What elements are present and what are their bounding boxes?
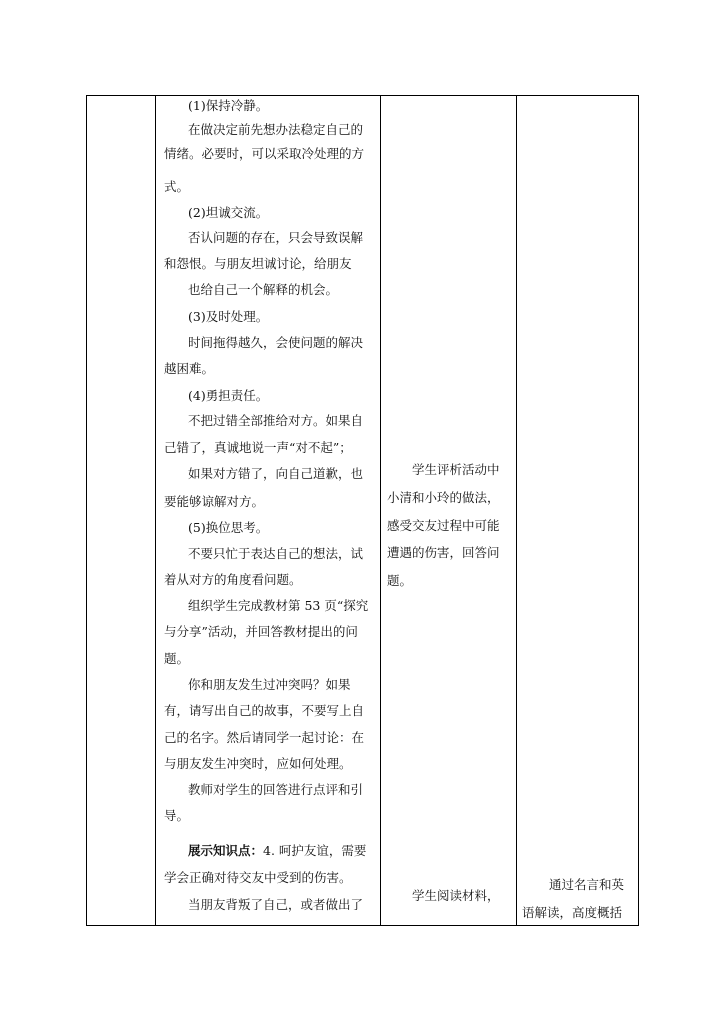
table-column-divider — [380, 95, 381, 926]
teacher-text: 要能够谅解对方。 — [164, 494, 265, 509]
teacher-text-line — [188, 598, 368, 614]
teacher-text-line — [164, 651, 189, 667]
teacher-text-line — [188, 843, 366, 859]
student-text-line: 题。 — [387, 573, 413, 588]
teacher-text: 有，请写出自己的故事，不要写上自 — [164, 703, 365, 718]
teacher-text: 你和朋友发生过冲突吗？如果 — [188, 677, 351, 692]
teacher-text-line — [188, 413, 363, 429]
table-border-left — [86, 95, 87, 926]
teacher-text: 当朋友背叛了自己，或者做出了 — [188, 897, 364, 912]
teacher-text: 己的名字。然后请同学一起讨论：在 — [164, 730, 365, 745]
table-column-divider — [516, 95, 517, 926]
teacher-text-line — [188, 677, 351, 693]
student-text-line: 小清和小玲的做法， — [387, 490, 500, 505]
teacher-text-line — [164, 179, 189, 195]
teacher-text: (1)保持冷静。 — [188, 98, 269, 113]
teacher-text: 情绪。必要时，可以采取冷处理的方 — [164, 146, 365, 161]
table-column-divider — [155, 95, 156, 926]
teacher-text: 和怨恨。与朋友坦诚讨论，给朋友 — [164, 256, 352, 271]
teacher-text-line — [164, 361, 214, 377]
student-text-line: 学生评析活动中 — [412, 462, 500, 477]
teacher-text-line — [164, 494, 264, 510]
teacher-text-line — [188, 546, 363, 562]
teacher-text: 学会正确对待交友中受到的伤害。 — [164, 870, 352, 885]
teacher-text: 导。 — [164, 808, 190, 823]
table-border-top — [86, 95, 639, 96]
teacher-text-line — [188, 122, 363, 138]
teacher-text: 题。 — [164, 651, 190, 666]
teacher-text-line — [164, 440, 352, 456]
student-text-line: 学生阅读材料， — [412, 888, 500, 903]
student-text-line: 感受交友过程中可能 — [387, 518, 500, 533]
teacher-text: 越困难。 — [164, 361, 215, 376]
teacher-text-line — [188, 230, 363, 246]
teacher-text: 也给自己一个解释的机会。 — [188, 282, 339, 297]
teacher-text-line — [164, 756, 352, 772]
teacher-text: 与朋友发生冲突时，应如何处理。 — [164, 756, 352, 771]
teacher-text: 如果对方错了，向自己道歉，也 — [188, 466, 364, 481]
teacher-text-line — [188, 782, 363, 798]
teacher-text: (5)换位思考。 — [188, 520, 269, 535]
teacher-text-line — [164, 146, 364, 162]
table-border-right — [638, 95, 639, 926]
teacher-text-line — [164, 730, 364, 746]
teacher-text-line — [188, 520, 268, 536]
teacher-text: 己错了，真诚地说一声“对不起”； — [164, 440, 352, 455]
teacher-text: 教师对学生的回答进行点评和引 — [188, 782, 364, 797]
teacher-text-line — [164, 808, 189, 824]
teacher-text-line — [188, 309, 268, 325]
teacher-text-line — [188, 388, 268, 404]
teacher-text: 着从对方的角度看问题。 — [164, 572, 302, 587]
teacher-text-line — [164, 572, 302, 588]
teacher-text: (2)坦诚交流。 — [188, 205, 269, 220]
teacher-text-line — [188, 205, 268, 221]
student-text-line: 遭遇的伤害，回答问 — [387, 545, 500, 560]
teacher-text-line — [188, 897, 363, 913]
teacher-text: 式。 — [164, 179, 190, 194]
intent-text-line: 语解读，高度概括 — [522, 905, 623, 920]
teacher-text-line — [188, 466, 363, 482]
teacher-text: 不把过错全部推给对方。如果自 — [188, 413, 364, 428]
teacher-text: 组织学生完成教材第 53 页“探究 — [188, 598, 369, 613]
table-border-bottom — [86, 925, 639, 926]
teacher-text-line — [188, 282, 338, 298]
knowledge-point-label: 展示知识点： — [188, 843, 264, 858]
teacher-text: 4. 呵护友谊，需要 — [263, 843, 367, 858]
teacher-text: 否认问题的存在，只会导致误解 — [188, 230, 364, 245]
teacher-text-line — [188, 98, 268, 114]
teacher-text-line — [164, 256, 352, 272]
teacher-text: 在做决定前先想办法稳定自己的 — [188, 122, 364, 137]
teacher-text-line — [164, 624, 358, 640]
teacher-text: (4)勇担责任。 — [188, 388, 269, 403]
teacher-text-line — [188, 335, 363, 351]
teacher-text: 与分享”活动，并回答教材提出的问 — [164, 624, 358, 639]
teacher-text: (3)及时处理。 — [188, 309, 269, 324]
teacher-text: 时间拖得越久，会使问题的解决 — [188, 335, 364, 350]
teacher-text: 不要只忙于表达自己的想法，试 — [188, 546, 364, 561]
intent-text-line: 通过名言和英 — [549, 877, 625, 892]
teacher-text-line — [164, 703, 364, 719]
teacher-text-line — [164, 870, 352, 886]
